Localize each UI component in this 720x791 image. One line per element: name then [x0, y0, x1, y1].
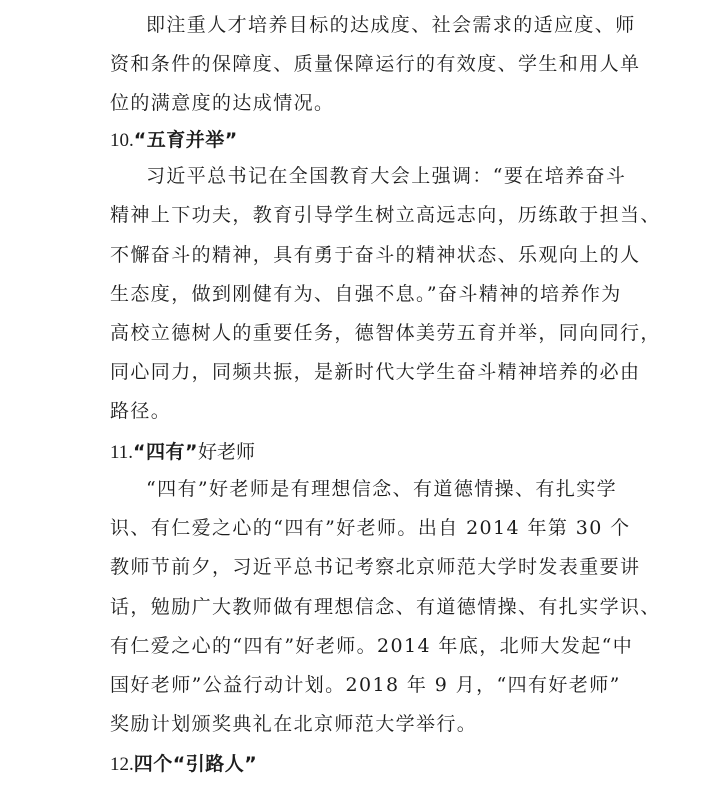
section-11-line: 奖励计划颁奖典礼在北京师范大学举行。 — [110, 713, 478, 735]
section-title: “五育并举” — [133, 129, 238, 151]
intro-line: 资和条件的保障度、质量保障运行的有效度、学生和用人单 — [110, 53, 641, 75]
section-heading-10 — [110, 127, 238, 154]
intro-line: 即注重人才培养目标的达成度、社会需求的适应度、师 — [146, 14, 636, 36]
section-10-line: 习近平总书记在全国教育大会上强调：“要在培养奋斗 — [146, 165, 627, 187]
section-10-line: 路径。 — [110, 400, 172, 422]
section-title: 四个“引路人” — [133, 753, 258, 775]
section-title: “四有” — [133, 441, 199, 463]
section-heading-11 — [110, 439, 255, 466]
section-10-line: 不懈奋斗的精神，具有勇于奋斗的精神状态、乐观向上的人 — [110, 244, 641, 266]
section-10-line: 高校立德树人的重要任务，德智体美劳五育并举，同向同行， — [110, 322, 661, 344]
section-10-line: 生态度，做到刚健有为、自强不息。”奋斗精神的培养作为 — [110, 283, 622, 305]
section-title-suffix: 好老师 — [198, 441, 256, 463]
section-11-line: “四有”好老师是有理想信念、有道德情操、有扎实学 — [146, 478, 618, 500]
section-number: 12. — [110, 754, 134, 775]
section-11-line: 识、有仁爱之心的“四有”好老师。出自 2014 年第 30 个 — [110, 517, 631, 539]
intro-line: 位的满意度的达成情况。 — [110, 92, 335, 114]
section-10-line: 精神上下功夫，教育引导学生树立高远志向，历练敢于担当、 — [110, 204, 661, 226]
section-heading-12 — [110, 751, 257, 778]
section-11-line: 教师节前夕，习近平总书记考察北京师范大学时发表重要讲 — [110, 556, 641, 578]
section-number: 10. — [110, 130, 134, 151]
section-11-line: 话，勉励广大教师做有理想信念、有道德情操、有扎实学识、 — [110, 596, 661, 618]
section-number: 11. — [110, 442, 134, 463]
section-11-line: 有仁爱之心的“四有”好老师。2014 年底，北师大发起“中 — [110, 635, 634, 657]
section-11-line: 国好老师”公益行动计划。2018 年 9 月，“四有好老师” — [110, 674, 621, 696]
section-10-line: 同心同力，同频共振，是新时代大学生奋斗精神培养的必由 — [110, 361, 641, 383]
